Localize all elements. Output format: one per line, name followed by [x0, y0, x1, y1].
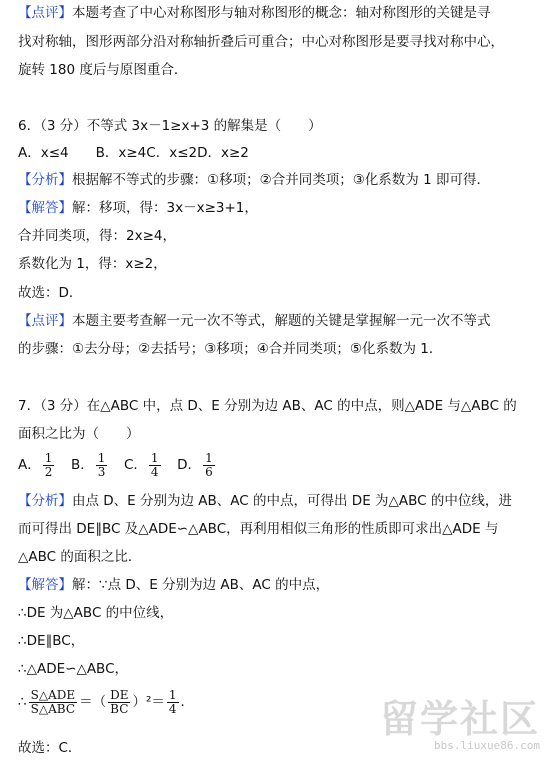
comment-text: 本题考查了中心对称图形与轴对称图形的概念：轴对称图形的关键是寻: [72, 5, 491, 21]
watermark-logo-text: 留学社区: [379, 697, 540, 741]
comment-6: [18, 311, 491, 331]
solution-7-answer: 故选：C．: [18, 740, 82, 756]
solution-tag: 【解答】: [18, 577, 72, 593]
comment-tag: 【点评】: [18, 5, 72, 21]
analysis-tag: 【分析】: [18, 493, 72, 509]
solution-7-line-3: ∴DE∥BC，: [18, 633, 85, 649]
solution-7-line-4: ∴△ADE∽△ABC，: [18, 661, 129, 677]
question-7-options: [18, 450, 217, 480]
analysis-7: [18, 491, 512, 511]
period: ．: [180, 694, 195, 710]
question-6: 6．（3 分）不等式 3x－1≥x+3 的解集是（ ）: [18, 118, 322, 134]
solution-tag: 【解答】: [18, 200, 72, 216]
analysis-tag: 【分析】: [18, 172, 72, 188]
solution-6-line-4: 故选：D．: [18, 285, 83, 301]
option-b-label: B．: [70, 457, 94, 473]
solution-6-line-3: 系数化为 1，得：x≥2，: [18, 256, 167, 272]
question-6-options: A．x≤4 B．x≥4C．x≤2D．x≥2: [18, 145, 249, 161]
question-7-line-2: 面积之比为（ ）: [18, 426, 140, 442]
analysis-7-line-3: △ABC 的面积之比．: [18, 549, 142, 565]
comment-text: 本题主要考查解一元一次不等式，解题的关键是掌握解一元一次不等式: [72, 313, 491, 329]
option-c-label: C．: [123, 457, 147, 473]
solution-text: 解：∵点 D、E 分别为边 AB、AC 的中点，: [72, 577, 330, 593]
fraction-one-half: $\frac{1}{2}$: [44, 450, 53, 479]
therefore-sign: ∴: [18, 694, 27, 710]
option-a-label: A．: [18, 457, 41, 473]
analysis-text: 由点 D、E 分别为边 AB、AC 的中点，可得出 DE 为△ABC 的中位线，进: [72, 493, 512, 509]
comment-6-line-2: 的步骤：①去分母；②去括号；③移项；④合并同类项；⑤化系数为 1．: [18, 341, 443, 357]
solution-7: [18, 575, 329, 595]
solution-7-area-ratio: [18, 686, 194, 718]
solution-text: 解：移项，得：3x－x≥3+1，: [72, 200, 258, 216]
analysis-6: [18, 170, 490, 190]
watermark: [380, 699, 540, 752]
squared-equals: ）²＝: [132, 694, 165, 710]
analysis-7-line-2: 而可得出 DE∥BC 及△ADE∽△ABC，再利用相似三角形的性质即可求出△ADE 与: [18, 521, 499, 537]
question-7: 7．（3 分）在△ABC 中，点 D、E 分别为边 AB、AC 的中点，则△ADE 与△ABC 的: [18, 398, 517, 414]
solution-7-line-2: ∴DE 为△ABC 的中位线，: [18, 605, 174, 621]
fraction-result: $\frac{1}{4}$: [168, 687, 177, 716]
comment-line-1: [18, 3, 491, 23]
comment-line-2: 找对称轴，图形两部分沿对称轴折叠后可重合；中心对称图形是要寻找对称中心，: [18, 34, 504, 50]
fraction-one-quarter: $\frac{1}{4}$: [150, 450, 159, 479]
solution-6: [18, 198, 258, 218]
fraction-side-ratio: $\frac{DE}{BC}$: [110, 687, 129, 716]
comment-line-3: 旋转 180 度后与原图重合．: [18, 62, 188, 78]
watermark-url: bbs.liuxue86.com: [434, 739, 540, 752]
fraction-area-ratio: $\frac{\text{S△ADE}}{\text{S△ABC}}$: [30, 687, 76, 716]
analysis-text: 根据解不等式的步骤：①移项；②合并同类项；③化系数为 1 即可得．: [72, 172, 490, 188]
solution-6-line-2: 合并同类项，得：2x≥4，: [18, 228, 176, 244]
option-d-label: D．: [177, 457, 202, 473]
equals-paren: ＝（: [79, 694, 107, 710]
comment-tag: 【点评】: [18, 313, 72, 329]
fraction-one-third: $\frac{1}{3}$: [97, 450, 106, 479]
fraction-one-sixth: $\frac{1}{6}$: [205, 450, 213, 479]
